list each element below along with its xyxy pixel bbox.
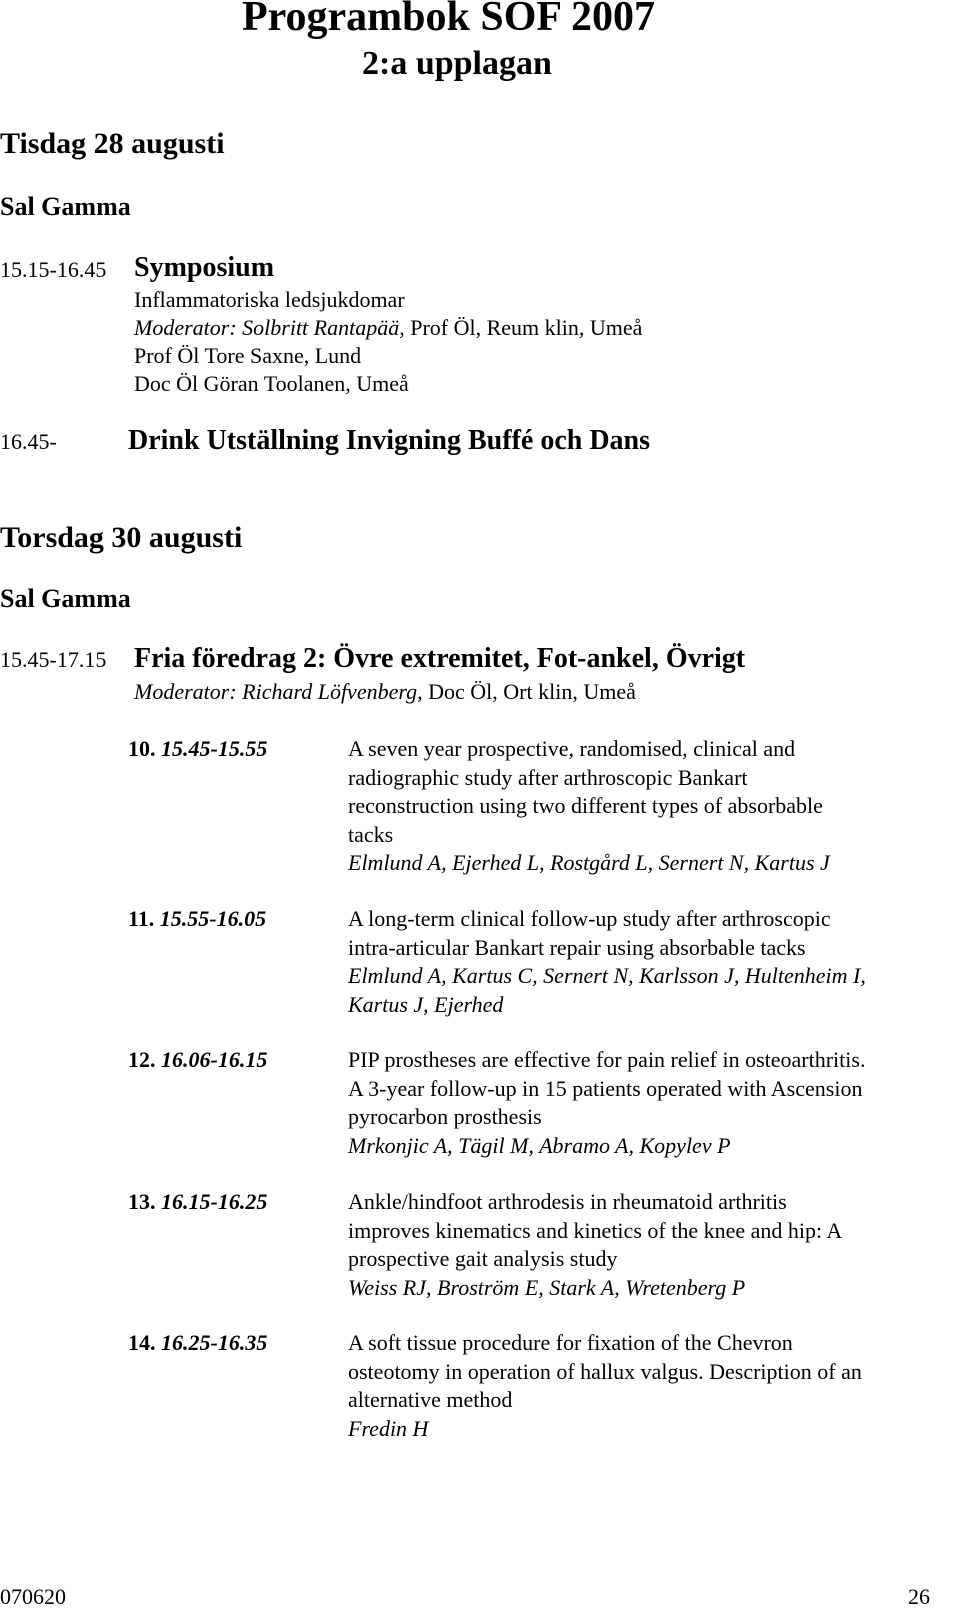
presentation-title-line: improves kinematics and kinetics of the knee and hip: A bbox=[348, 1217, 843, 1243]
session-title: Drink Utställning Invigning Buffé och Dans bbox=[128, 425, 651, 456]
presentation-title-line: osteotomy in operation of hallux valgus. Description of an bbox=[348, 1358, 862, 1384]
room-name: Sal Gamma bbox=[0, 192, 131, 221]
presentation-authors: Kartus J, Ejerhed bbox=[348, 991, 504, 1017]
session-time: 16.45- bbox=[0, 429, 57, 454]
session-topic: Inflammatoriska ledsjukdomar bbox=[134, 287, 405, 312]
moderator-affiliation: Doc Öl, Ort klin, Umeå bbox=[422, 679, 636, 704]
presentation-title-line: A long-term clinical follow-up study after arthroscopic bbox=[348, 906, 831, 931]
session-time: 15.15-16.45 bbox=[0, 257, 107, 282]
presentation-number: 13. 16.15-16.25 bbox=[128, 1189, 268, 1214]
presentation-title-line: reconstruction using two different types of absorbable bbox=[348, 793, 823, 818]
presentation-title-line: Ankle/hindfoot arthrodesis in rheumatoid arthritis bbox=[348, 1189, 787, 1214]
presentation-title-line: pyrocarbon prosthesis bbox=[348, 1104, 542, 1129]
presentation-title-line: radiographic study after arthroscopic Bankart bbox=[348, 764, 748, 790]
session-time: 15.45-17.15 bbox=[0, 647, 107, 672]
presentation-time: 15.55-16.05 bbox=[159, 906, 267, 931]
presentation-title-line: alternative method bbox=[348, 1387, 513, 1412]
presentation-abstract bbox=[348, 1188, 842, 1302]
presentation-abstract bbox=[348, 905, 866, 1019]
day-heading-thursday: Torsdag 30 augusti bbox=[0, 521, 243, 554]
presentation-number: 10. 15.45-15.55 bbox=[128, 736, 268, 761]
room-label bbox=[0, 192, 131, 222]
presentation-title-line: PIP prostheses are effective for pain relief in osteoarthritis. bbox=[348, 1047, 866, 1072]
presentation-number: 11. 15.55-16.05 bbox=[128, 906, 267, 931]
presentation-number: 14. 16.25-16.35 bbox=[128, 1330, 268, 1355]
page-number: 26 bbox=[908, 1584, 930, 1609]
presentation-title-line: intra-articular Bankart repair using absorbable tacks bbox=[348, 934, 806, 960]
presentation-title-line: A soft tissue procedure for fixation of the Chevron bbox=[348, 1330, 793, 1355]
presentation-abstract bbox=[348, 1329, 862, 1443]
presentation-title-line: A seven year prospective, randomised, clinical and bbox=[348, 736, 796, 761]
session-moderator bbox=[134, 678, 636, 706]
presentation-time: 16.15-16.25 bbox=[161, 1189, 268, 1214]
presentation-authors: Mrkonjic A, Tägil M, Abramo A, Kopylev P bbox=[348, 1132, 731, 1158]
presentation-title-line: A 3-year follow-up in 15 patients operated with Ascension bbox=[348, 1075, 863, 1101]
moderator-name: Moderator: Richard Löfvenberg, bbox=[134, 679, 423, 704]
session-title: Fria föredrag 2: Övre extremitet, Fot-ankel, Övrigt bbox=[134, 643, 746, 674]
presentation-title-line: prospective gait analysis study bbox=[348, 1246, 618, 1271]
document-subtitle: 2:a upplagan bbox=[362, 45, 552, 82]
presentation-authors: Fredin H bbox=[348, 1415, 429, 1441]
presentation-number: 12. 16.06-16.15 bbox=[128, 1047, 268, 1072]
presentation-abstract bbox=[348, 1046, 865, 1160]
room-name: Sal Gamma bbox=[0, 584, 131, 613]
presentation-abstract bbox=[348, 735, 830, 878]
presentation-authors: Elmlund A, Ejerhed L, Rostgård L, Sernert N, Kartus J bbox=[348, 850, 830, 875]
session-speaker: Prof Öl Tore Saxne, Lund bbox=[134, 343, 362, 368]
footer-code: 070620 bbox=[0, 1584, 66, 1609]
document-title: Programbok SOF 2007 bbox=[242, 0, 656, 40]
room-label bbox=[0, 584, 131, 614]
presentation-time: 15.45-15.55 bbox=[161, 736, 268, 761]
session-title: Symposium bbox=[134, 252, 275, 283]
day-heading-tuesday: Tisdag 28 augusti bbox=[0, 127, 225, 160]
presentation-time: 16.25-16.35 bbox=[161, 1330, 268, 1355]
moderator-name: Moderator: Solbritt Rantapää, bbox=[134, 315, 405, 340]
presentation-authors: Weiss RJ, Broström E, Stark A, Wretenberg P bbox=[348, 1274, 746, 1300]
session-moderator bbox=[134, 314, 642, 342]
session-speaker: Doc Öl Göran Toolanen, Umeå bbox=[134, 371, 409, 396]
presentation-time: 16.06-16.15 bbox=[161, 1047, 268, 1072]
moderator-affiliation: Prof Öl, Reum klin, Umeå bbox=[404, 315, 643, 340]
presentation-authors: Elmlund A, Kartus C, Sernert N, Karlsson J, Hultenheim I, bbox=[348, 963, 866, 988]
presentation-title-line: tacks bbox=[348, 821, 394, 847]
